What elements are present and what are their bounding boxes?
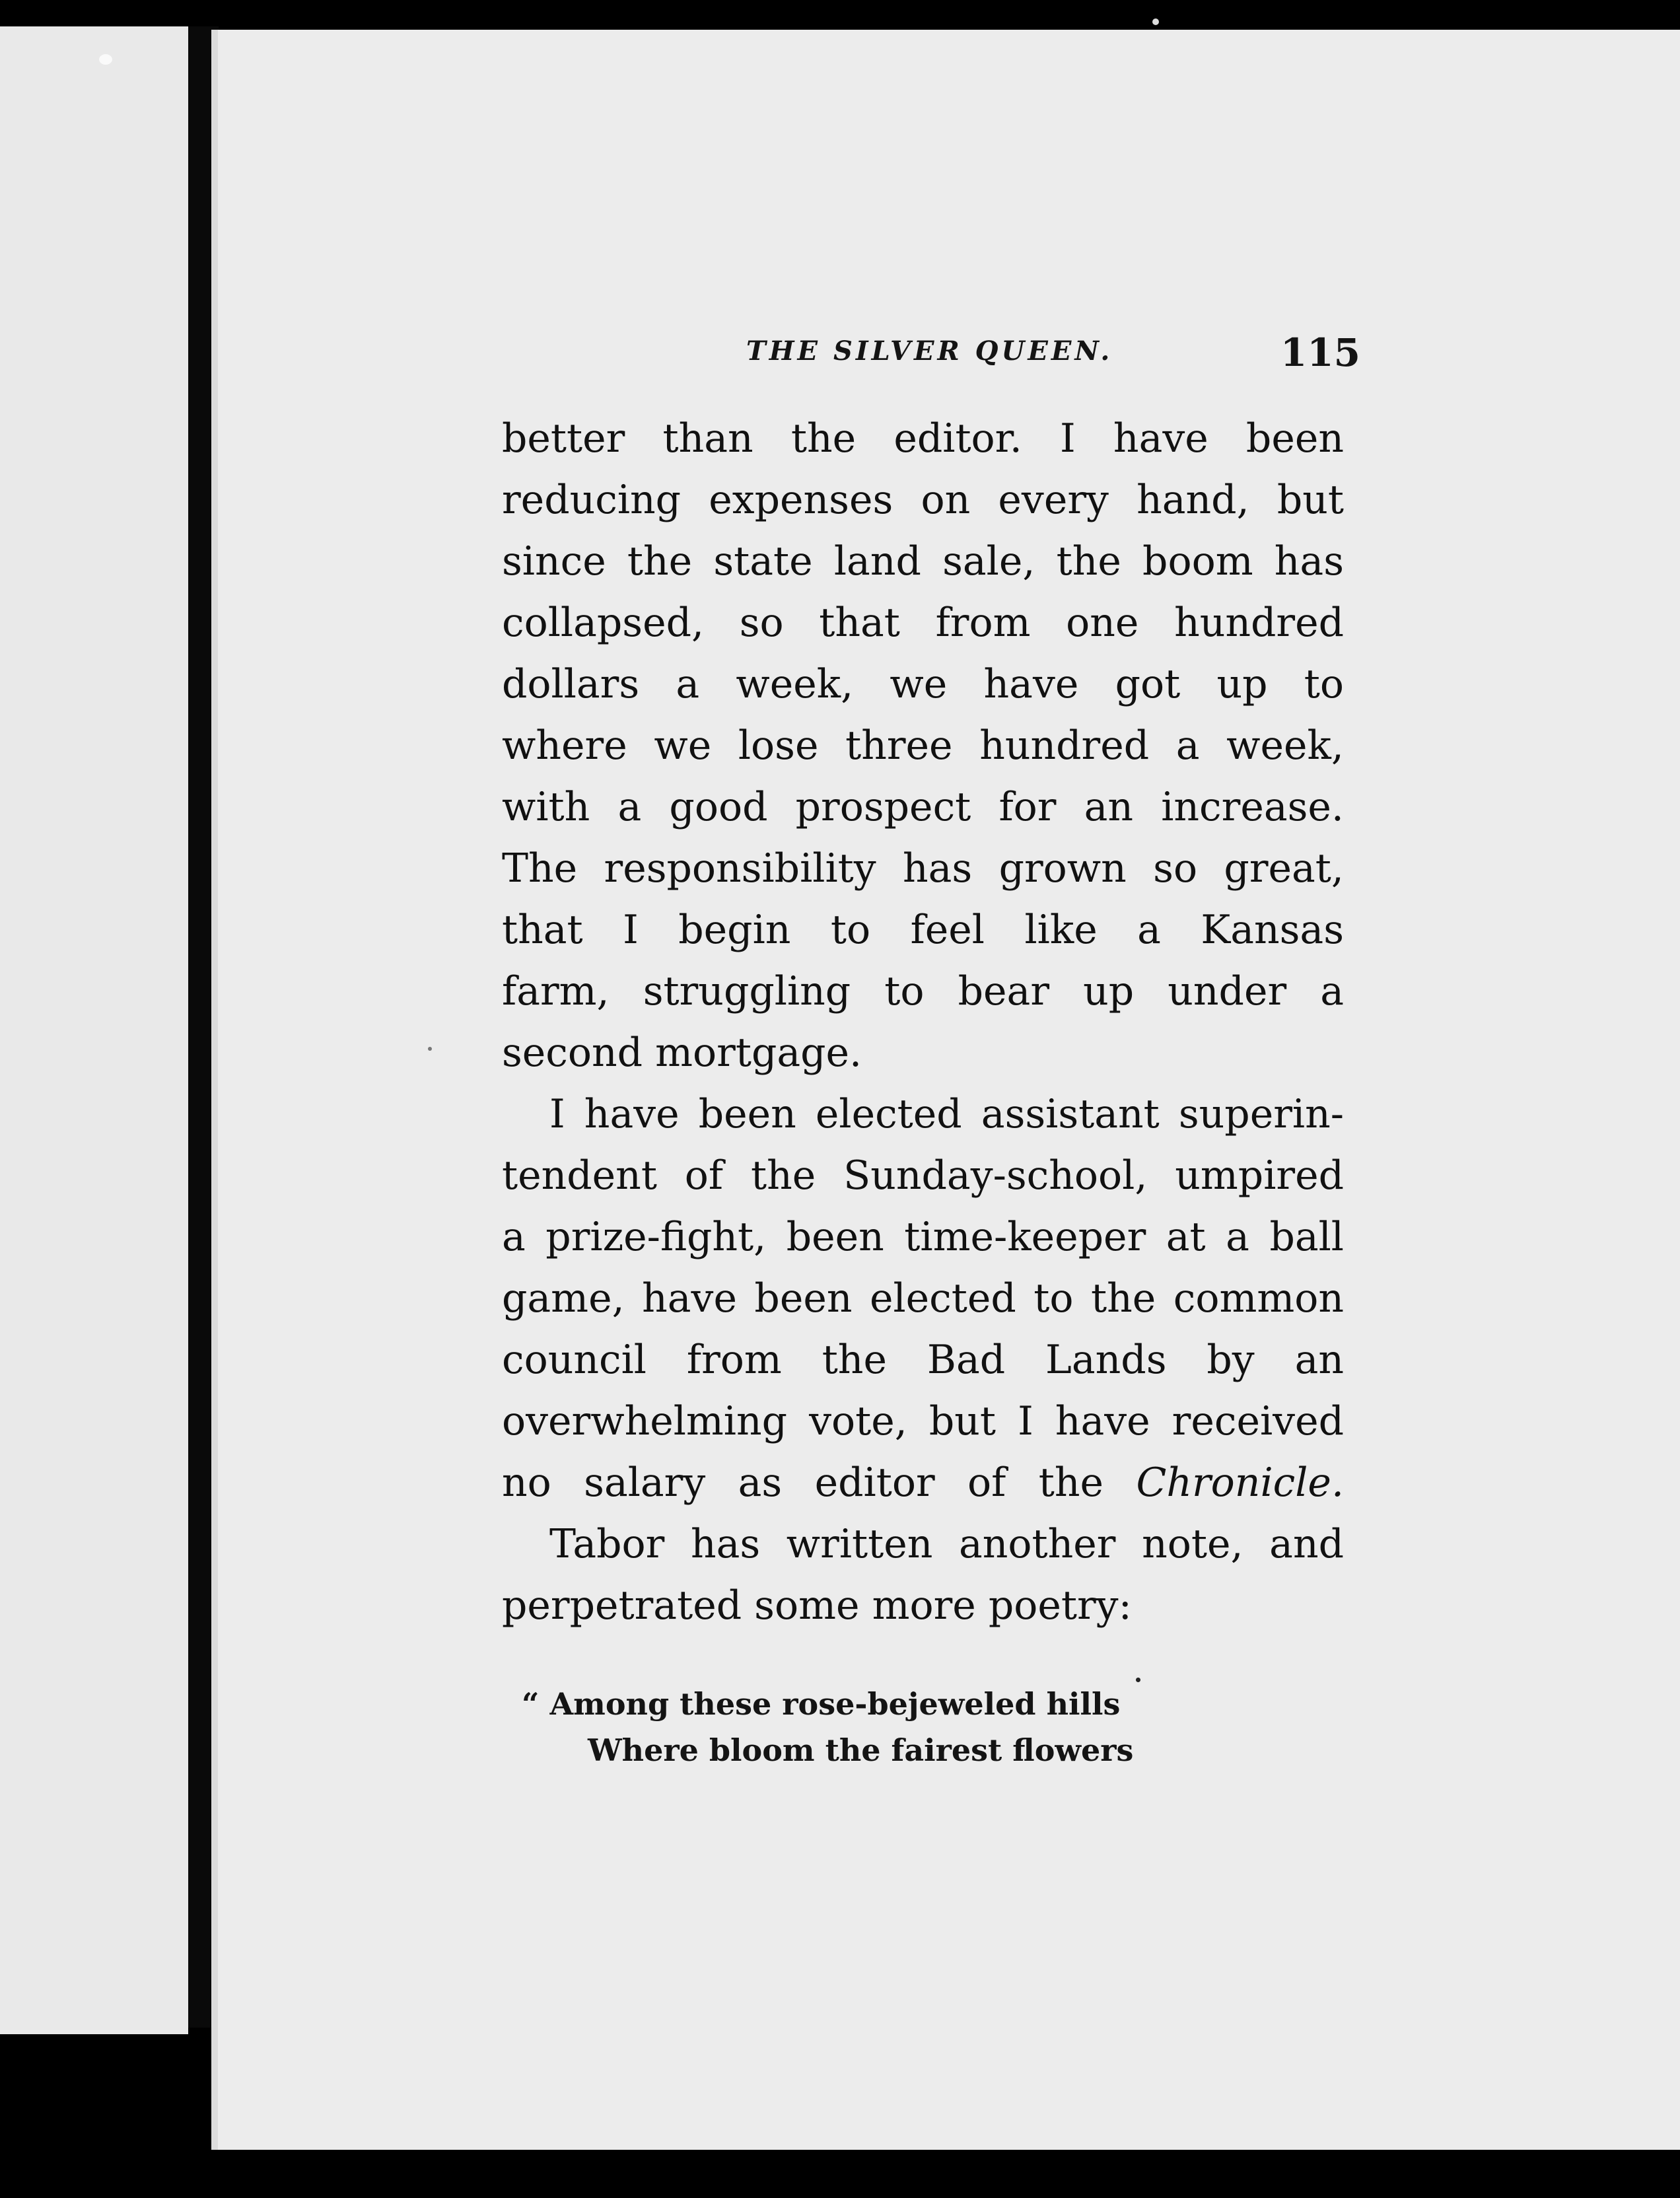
text-line: game, have been elected to the common — [502, 1275, 1344, 1322]
text-line: better than the editor. I have been — [502, 415, 1344, 462]
text-line: council from the Bad Lands by an — [502, 1337, 1344, 1383]
page-header — [746, 330, 1360, 376]
scan-speck — [1136, 1678, 1140, 1682]
text-line: Tabor has written another note, and — [549, 1521, 1344, 1567]
left-page-edge — [0, 26, 188, 2034]
poem-line: Where bloom the fairest flowers — [588, 1732, 1134, 1768]
running-title: THE SILVER QUEEN. — [746, 336, 1113, 367]
text-line: The responsibility has grown so great, — [502, 845, 1344, 892]
scan-speck — [428, 1047, 432, 1051]
text-line: since the state land sale, the boom has — [502, 538, 1344, 585]
text-line: second mortgage. — [502, 1030, 862, 1076]
text-line: I have been elected assistant superin- — [549, 1091, 1344, 1137]
body-text — [502, 408, 1344, 1637]
text-line: perpetrated some more poetry: — [502, 1582, 1132, 1629]
text-line: with a good prospect for an increase. — [502, 784, 1344, 830]
newspaper-title: Chronicle. — [1136, 1460, 1345, 1506]
text-segment: no salary as editor of the — [502, 1460, 1104, 1506]
poem-line: “ Among these rose-bejeweled hills — [522, 1686, 1121, 1722]
text-line: collapsed, so that from one hundred — [502, 600, 1344, 646]
text-line: tendent of the Sunday-school, umpired — [502, 1152, 1344, 1199]
text-line: that I begin to feel like a Kansas — [502, 907, 1344, 953]
scan-speck — [99, 54, 112, 65]
scan-speck — [1152, 18, 1159, 25]
text-line: dollars a week, we have got up to — [502, 661, 1344, 707]
text-line: farm, struggling to bear up under a — [502, 968, 1344, 1014]
text-line: overwhelming vote, but I have received — [502, 1398, 1344, 1444]
poem-excerpt — [522, 1681, 1182, 1773]
text-line: a prize-fight, been time-keeper at a ball — [502, 1214, 1344, 1260]
text-line: reducing expenses on every hand, but — [502, 477, 1344, 523]
page-number: 115 — [1280, 330, 1360, 375]
text-line-with-italic — [502, 1452, 1344, 1514]
text-line: where we lose three hundred a week, — [502, 723, 1344, 769]
